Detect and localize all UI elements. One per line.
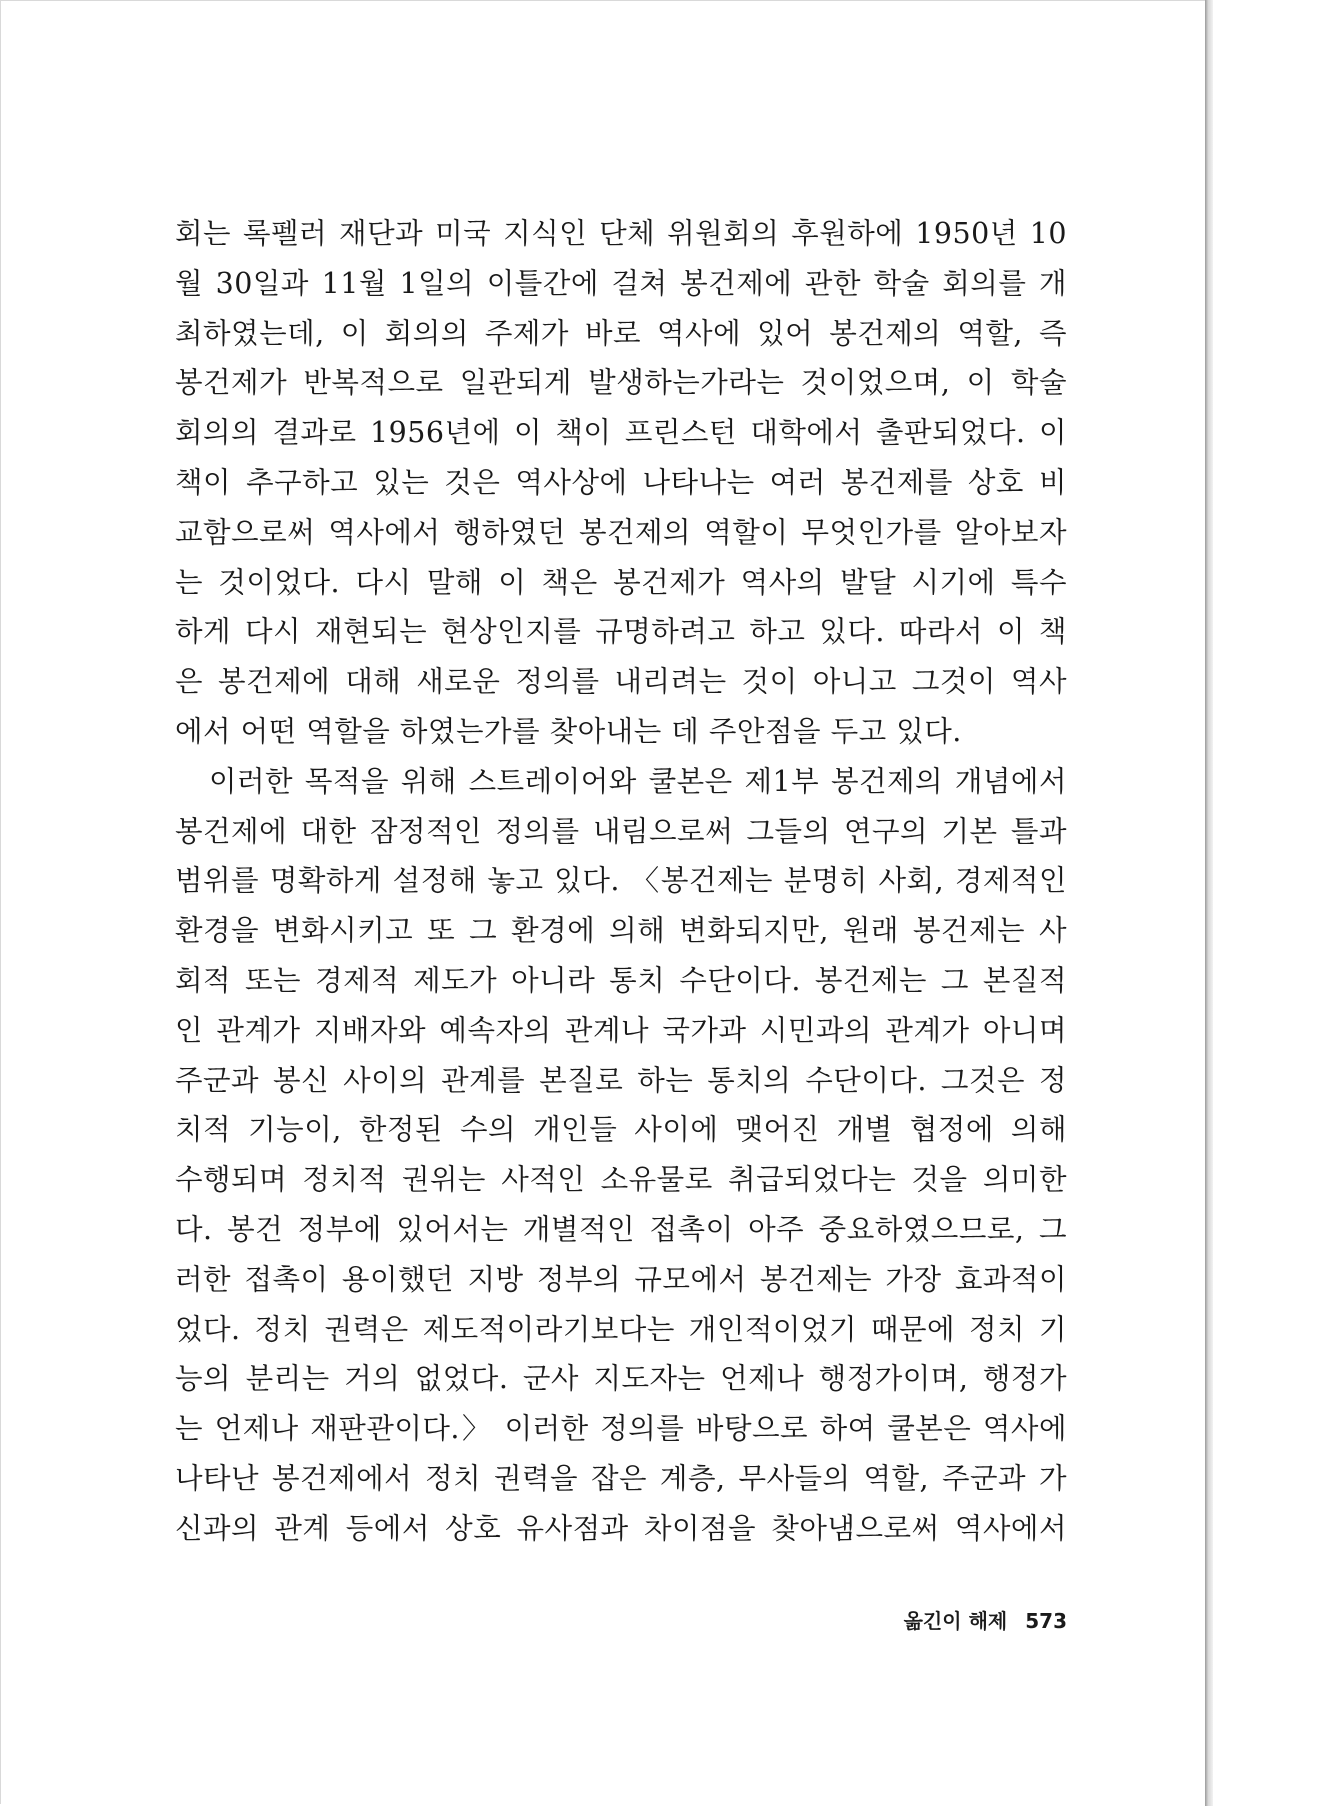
text-line: 는 것이었다. 다시 말해 이 책은 봉건제가 역사의 발달 시기에 특수 [175, 565, 1067, 599]
text-line: 신과의 관계 등에서 상호 유사점과 차이점을 찾아냄으로써 역사에서 [175, 1511, 1067, 1545]
body-text [175, 209, 1067, 1554]
paragraph-start-line: 이러한 목적을 위해 스트레이어와 쿨본은 제1부 봉건제의 개념에서 [209, 764, 1067, 798]
text-line: 봉건제에 대한 잠정적인 정의를 내림으로써 그들의 연구의 기본 틀과 [175, 814, 1067, 848]
text-line: 는 언제나 재판관이다.〉 이러한 정의를 바탕으로 하여 쿨본은 역사에 [175, 1412, 1067, 1446]
text-line: 능의 분리는 거의 없었다. 군사 지도자는 언제나 행정가이며, 행정가 [175, 1362, 1067, 1396]
text-line: 월 30일과 11월 1일의 이틀간에 걸쳐 봉건제에 관한 학술 회의를 개 [175, 266, 1067, 300]
text-line: 었다. 정치 권력은 제도적이라기보다는 개인적이었기 때문에 정치 기 [175, 1312, 1067, 1346]
text-line: 회적 또는 경제적 제도가 아니라 통치 수단이다. 봉건제는 그 본질적 [175, 963, 1067, 997]
text-line: 회의의 결과로 1956년에 이 책이 프린스턴 대학에서 출판되었다. 이 [175, 416, 1067, 450]
page-footer [871, 1605, 1067, 1634]
page-edge-shadow [1205, 0, 1213, 1806]
running-header-title: 옮긴이 해제 [903, 1609, 1008, 1633]
text-line: 인 관계가 지배자와 예속자의 관계나 국가과 시민과의 관계가 아니며 [175, 1013, 1067, 1047]
text-line: 교함으로써 역사에서 행하였던 봉건제의 역할이 무엇인가를 알아보자 [175, 515, 1067, 549]
text-line: 하게 다시 재현되는 현상인지를 규명하려고 하고 있다. 따라서 이 책 [175, 615, 1067, 649]
text-line: 치적 기능이, 한정된 수의 개인들 사이에 맺어진 개별 협정에 의해 [175, 1113, 1067, 1147]
text-line: 최하였는데, 이 회의의 주제가 바로 역사에 있어 봉건제의 역할, 즉 [175, 316, 1067, 350]
page-number: 573 [1025, 1609, 1067, 1633]
text-line: 범위를 명확하게 설정해 놓고 있다. 〈봉건제는 분명히 사회, 경제적인 [175, 864, 1067, 898]
text-line: 러한 접촉이 용이했던 지방 정부의 규모에서 봉건제는 가장 효과적이 [175, 1262, 1067, 1296]
text-line: 다. 봉건 정부에 있어서는 개별적인 접촉이 아주 중요하였으므로, 그 [175, 1212, 1067, 1246]
text-line: 나타난 봉건제에서 정치 권력을 잡은 계층, 무사들의 역할, 주군과 가 [175, 1461, 1067, 1495]
text-line: 봉건제가 반복적으로 일관되게 발생하는가라는 것이었으며, 이 학술 [175, 366, 1067, 400]
paragraph-end-line: 에서 어떤 역할을 하였는가를 찾아내는 데 주안점을 두고 있다. [175, 714, 962, 748]
text-line: 주군과 봉신 사이의 관계를 본질로 하는 통치의 수단이다. 그것은 정 [175, 1063, 1067, 1097]
text-line: 환경을 변화시키고 또 그 환경에 의해 변화되지만, 원래 봉건제는 사 [175, 914, 1067, 948]
text-line: 수행되며 정치적 권위는 사적인 소유물로 취급되었다는 것을 의미한 [175, 1163, 1067, 1197]
text-line: 회는 록펠러 재단과 미국 지식인 단체 위원회의 후원하에 1950년 10 [175, 217, 1067, 250]
text-line: 은 봉건제에 대해 새로운 정의를 내리려는 것이 아니고 그것이 역사 [175, 665, 1067, 699]
text-line: 책이 추구하고 있는 것은 역사상에 나타나는 여러 봉건제를 상호 비 [175, 465, 1067, 499]
